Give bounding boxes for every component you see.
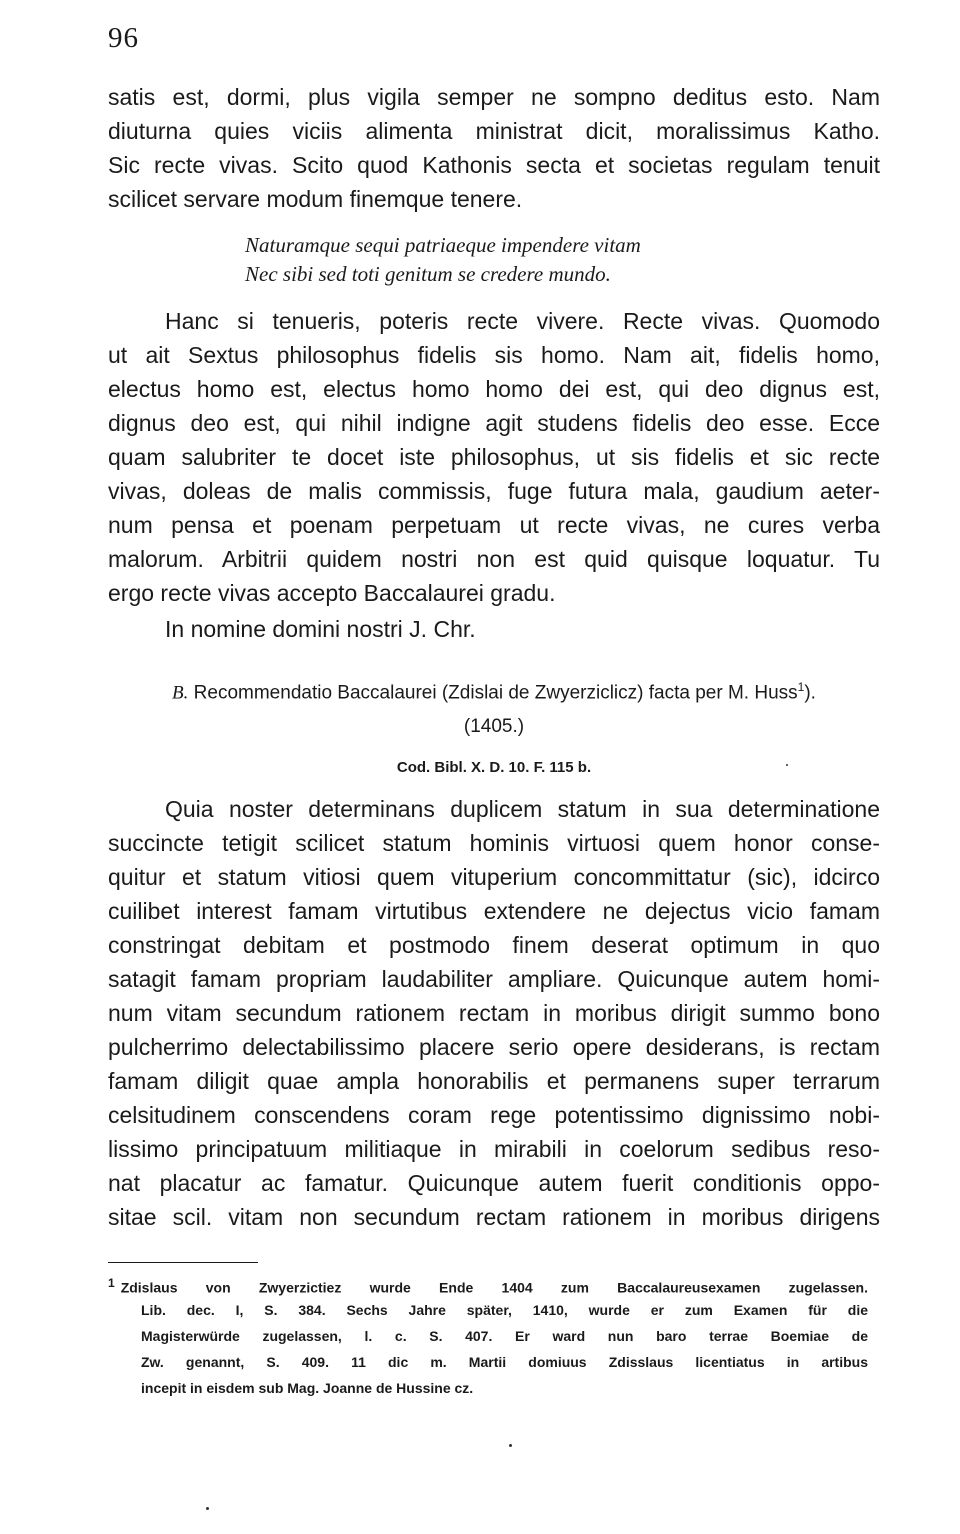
body-line: cuilibet interest famam virtutibus extendere ne dejectus vicio famam: [108, 898, 880, 924]
scan-speck: [509, 1444, 512, 1447]
body-line: nat placatur ac famatur. Quicunque autem fuerit conditionis oppo-: [108, 1170, 880, 1196]
body-line: dignus deo est, qui nihil indigne agit studens fidelis deo esse. Ecce: [108, 410, 880, 436]
footnote-mark: 1: [108, 1276, 115, 1290]
body-line: lissimo principatuum militiaque in mirabili in coelorum sedibus reso-: [108, 1136, 880, 1162]
manuscript-source: Cod. Bibl. X. D. 10. F. 115 b.: [396, 759, 592, 776]
footnote-reference: 1: [797, 680, 805, 694]
body-line: num pensa et poenam perpetuam ut recte vivas, ne cures verba: [108, 512, 880, 538]
body-line: num vitam secundum rationem rectam in moribus dirigit summo bono: [108, 1000, 880, 1026]
section-year: (1405.): [463, 716, 525, 737]
body-line: ergo recte vivas accepto Baccalaurei gradu.: [108, 580, 556, 606]
footnote-line: [108, 1276, 868, 1296]
section-title: Recommendatio Baccalaurei (Zdislai de Zwyerziclicz) facta per M. Huss: [193, 682, 798, 704]
section-title-end: ).: [804, 682, 816, 704]
body-line: ut ait Sextus philosophus fidelis sis homo. Nam ait, fidelis homo,: [108, 342, 880, 368]
footnote-line: Lib. dec. I, S. 384. Sechs Jahre später, 1410, wurde er zum Examen für die: [141, 1302, 868, 1318]
body-line: Sic recte vivas. Scito quod Kathonis secta et societas regulam tenuit: [108, 152, 880, 178]
body-line: Quia noster determinans duplicem statum in sua determinatione: [165, 796, 880, 822]
section-letter: B.: [172, 682, 189, 704]
scan-speck: [206, 1507, 209, 1510]
body-line: constringat debitam et postmodo finem deserat optimum in quo: [108, 932, 880, 958]
section-heading: [108, 680, 880, 704]
body-line: Hanc si tenueris, poteris recte vivere. Recte vivas. Quomodo: [165, 308, 880, 334]
body-line: diuturna quies viciis alimenta ministrat dicit, moralissimus Katho.: [108, 118, 880, 144]
body-line: sitae scil. vitam non secundum rectam rationem in moribus dirigens: [108, 1204, 880, 1230]
body-line: malorum. Arbitrii quidem nostri non est quid quisque loquatur. Tu: [108, 546, 880, 572]
footnote-text: Zdislaus von Zwyerzictiez wurde Ende 1404 zum Baccalaureusexamen zugelassen.: [120, 1279, 868, 1296]
footnote-line: incepit in eisdem sub Mag. Joanne de Hussine cz.: [141, 1380, 474, 1396]
body-line: pulcherrimo delectabilissimo placere serio opere desiderans, is rectam: [108, 1034, 880, 1060]
body-line: quitur et statum vitiosi quem vituperium concommittatur (sic), idcirco: [108, 864, 880, 890]
scan-speck: [786, 764, 788, 766]
verse-line: Naturamque sequi patriaeque impendere vitam: [245, 233, 641, 257]
body-line: satagit famam propriam laudabiliter ampliare. Quicunque autem homi-: [108, 966, 880, 992]
body-line: electus homo est, electus homo homo dei est, qui deo dignus est,: [108, 376, 880, 402]
footnote-line: Zw. genannt, S. 409. 11 dic m. Martii domiuus Zdisslaus licentiatus in artibus: [141, 1354, 868, 1370]
body-line: quam salubriter te docet iste philosophus, ut sis fidelis et sic recte: [108, 444, 880, 470]
closing-line: In nomine domini nostri J. Chr.: [165, 616, 476, 642]
body-line: celsitudinem conscendens coram rege potentissimo dignissimo nobi-: [108, 1102, 880, 1128]
body-line: famam diligit quae ampla honorabilis et permanens super terrarum: [108, 1068, 880, 1094]
footnote-rule: [108, 1262, 258, 1263]
verse-line: Nec sibi sed toti genitum se credere mundo.: [245, 262, 611, 286]
body-line: scilicet servare modum finemque tenere.: [108, 186, 523, 212]
body-line: vivas, doleas de malis commissis, fuge futura mala, gaudium aeter-: [108, 478, 880, 504]
body-line: succincte tetigit scilicet statum hominis virtuosi quem honor conse-: [108, 830, 880, 856]
footnote-line: Magisterwürde zugelassen, l. c. S. 407. Er ward nun baro terrae Boemiae de: [141, 1328, 868, 1344]
body-line: satis est, dormi, plus vigila semper ne sompno deditus esto. Nam: [108, 84, 880, 110]
page-number: 96: [108, 22, 139, 54]
